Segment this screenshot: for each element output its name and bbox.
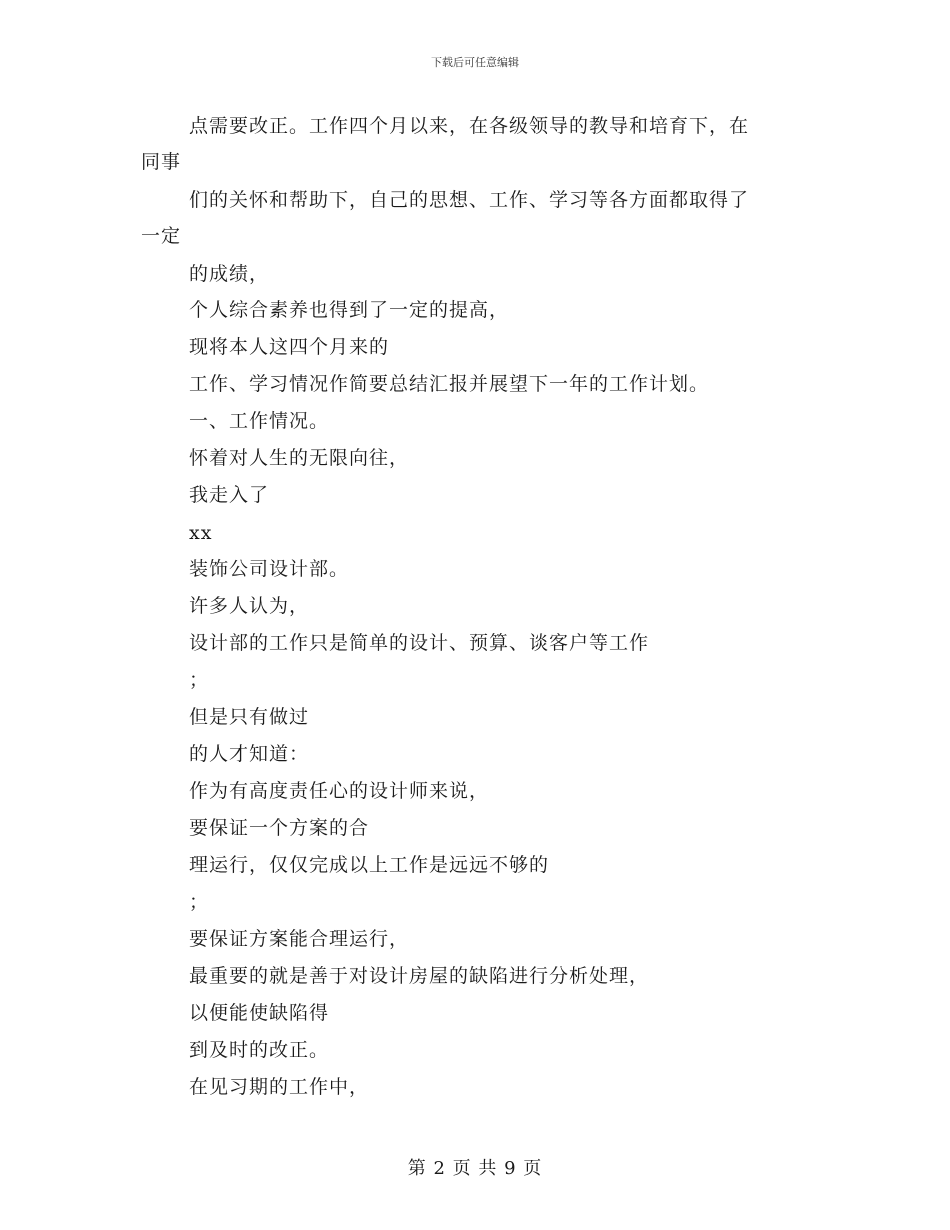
text-line: 的成绩，: [189, 263, 270, 285]
text-line: 怀着对人生的无限向往，: [189, 447, 410, 469]
text-line: 最重要的就是善于对设计房屋的缺陷进行分析处理，: [189, 965, 650, 987]
text-line: 同事: [141, 151, 182, 173]
text-line: 以便能使缺陷得: [189, 1002, 330, 1024]
text-line: 一、工作情况。: [189, 410, 330, 432]
text-line: 现将本人这四个月来的: [189, 336, 390, 358]
text-line: ；: [189, 669, 210, 691]
text-line: 理运行，仅仅完成以上工作是远远不够的: [189, 854, 550, 876]
text-line: 在见习期的工作中，: [189, 1076, 370, 1098]
text-line: 一定: [141, 225, 182, 247]
text-line: 到及时的改正。: [189, 1039, 330, 1061]
text-line: 点需要改正。工作四个月以来，在各级领导的教导和培育下，在: [189, 115, 750, 137]
text-line: 的人才知道：: [189, 743, 310, 765]
page-number-footer: 第 2 页 共 9 页: [407, 1158, 543, 1179]
text-line: 个人综合素养也得到了一定的提高，: [189, 299, 510, 321]
text-line: 设计部的工作只是简单的设计、预算、谈客户等工作: [189, 632, 650, 654]
text-line: 们的关怀和帮助下，自己的思想、工作、学习等各方面都取得了: [189, 189, 750, 211]
text-line: 工作、学习情况作简要总结汇报并展望下一年的工作计划。: [189, 373, 710, 395]
text-line: xx: [189, 522, 213, 544]
page-header-note: 下载后可任意编辑: [431, 56, 519, 69]
text-line: 但是只有做过: [189, 706, 310, 728]
text-line: 要保证方案能合理运行，: [189, 928, 410, 950]
text-line: 我走入了: [189, 484, 270, 506]
text-line: 要保证一个方案的合: [189, 817, 370, 839]
text-line: 装饰公司设计部。: [189, 558, 350, 580]
text-line: ；: [189, 891, 210, 913]
text-line: 作为有高度责任心的设计师来说，: [189, 780, 490, 802]
text-line: 许多人认为，: [189, 595, 310, 617]
